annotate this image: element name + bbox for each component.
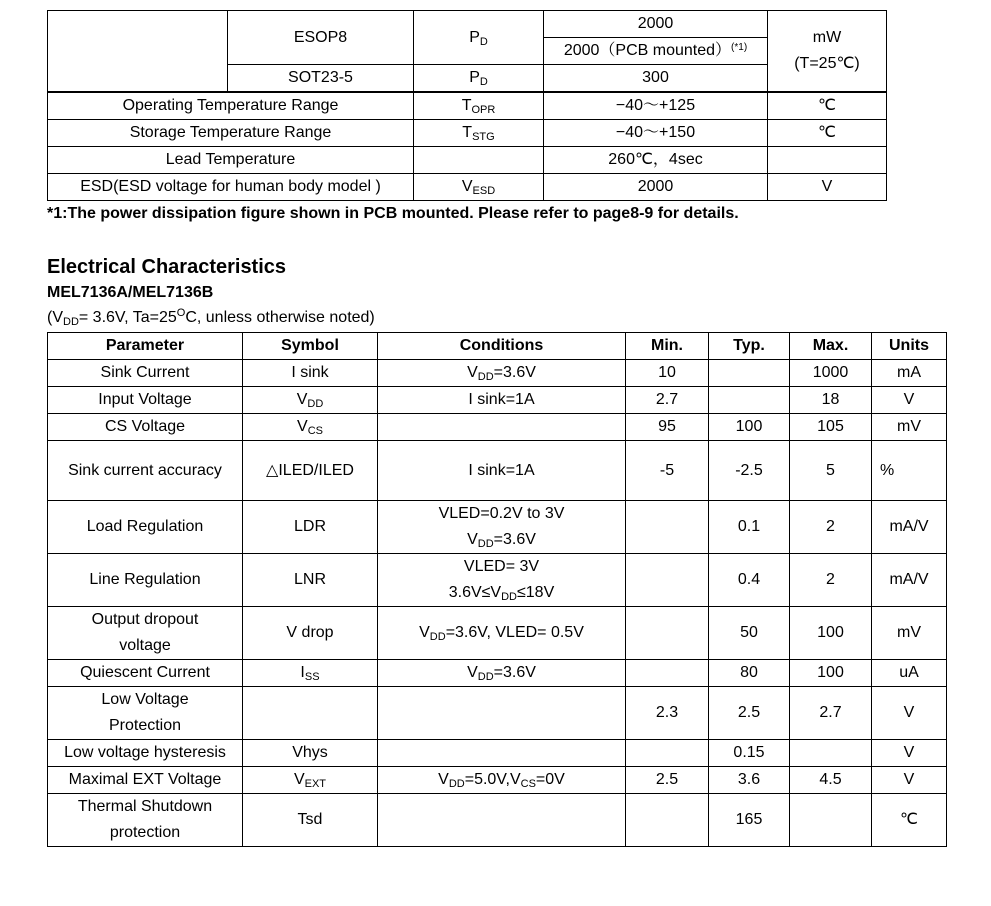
esop8-value: 2000: [544, 11, 768, 38]
units-cell: mA/V: [872, 501, 947, 554]
electrical-characteristics-table: [47, 332, 947, 847]
footnote: *1:The power dissipation figure shown in PCB mounted. Please refer to page8-9 for details.: [47, 205, 739, 222]
sot-value: 300: [544, 65, 768, 93]
units-cell: V: [872, 767, 947, 794]
units-cell: mV: [872, 414, 947, 441]
header-cell: Parameter: [48, 333, 243, 360]
max-cell: [790, 794, 872, 847]
min-cell: [626, 501, 709, 554]
pd-unit-condition: (T=25℃): [794, 55, 860, 72]
header-cell: Typ.: [709, 333, 790, 360]
pd-unit-cell: [768, 11, 887, 93]
abs-param: Operating Temperature Range: [48, 92, 414, 120]
header-row: [48, 333, 947, 360]
abs-symbol: $T_{STG}$: [414, 120, 544, 147]
conditions-cell: [378, 414, 626, 441]
abs-value: −40～+125: [544, 92, 768, 120]
esop8-symbol: $P_D$: [414, 11, 544, 65]
symbol-cell: $V_{CS}$: [243, 414, 378, 441]
min-cell: -5: [626, 441, 709, 501]
typ-cell: 80: [709, 660, 790, 687]
abs-row: [48, 147, 887, 174]
header-cell: Max.: [790, 333, 872, 360]
table-row: [48, 414, 947, 441]
table-row: [48, 687, 947, 740]
max-cell: [790, 740, 872, 767]
esop8-row-1: [48, 11, 887, 38]
absolute-ratings-table: [47, 10, 887, 201]
param-cell: Load Regulation: [48, 501, 243, 554]
abs-unit: ℃: [768, 120, 887, 147]
typ-cell: 0.15: [709, 740, 790, 767]
param-cell: Output dropout voltage: [48, 607, 243, 660]
conditions-cell: I sink=1A: [378, 387, 626, 414]
conditions-cell: VLED= 3V $3.6V\le V_{DD}\le 18V$: [378, 554, 626, 607]
min-cell: 95: [626, 414, 709, 441]
abs-row: [48, 92, 887, 120]
units-cell: mV: [872, 607, 947, 660]
units-cell: mA/V: [872, 554, 947, 607]
units-cell: %: [872, 441, 947, 501]
abs-value: −40～+150: [544, 120, 768, 147]
typ-cell: 0.1: [709, 501, 790, 554]
sot-symbol: $P_D$: [414, 65, 544, 93]
min-cell: [626, 794, 709, 847]
header-cell: Min.: [626, 333, 709, 360]
param-cell: Line Regulation: [48, 554, 243, 607]
table-row: [48, 607, 947, 660]
max-cell: 1000: [790, 360, 872, 387]
param-cell: CS Voltage: [48, 414, 243, 441]
units-cell: V: [872, 687, 947, 740]
test-condition: ($V_{DD}= 3.6V$, $Ta=25^OC$, unless otherwise noted): [47, 307, 375, 328]
conditions-cell: VLED=0.2V to 3V $V_{DD}=3.6V$: [378, 501, 626, 554]
pd-unit: mW: [812, 29, 842, 46]
param-cell: Sink Current: [48, 360, 243, 387]
table-row: [48, 660, 947, 687]
max-cell: 2.7: [790, 687, 872, 740]
max-cell: 100: [790, 607, 872, 660]
symbol-cell: Tsd: [243, 794, 378, 847]
param-cell: Low Voltage Protection: [48, 687, 243, 740]
typ-cell: -2.5: [709, 441, 790, 501]
max-cell: 105: [790, 414, 872, 441]
units-cell: V: [872, 740, 947, 767]
conditions-cell: I sink=1A: [378, 441, 626, 501]
min-cell: [626, 740, 709, 767]
blank-cell: [48, 11, 228, 93]
symbol-cell: I sink: [243, 360, 378, 387]
abs-unit: ℃: [768, 92, 887, 120]
symbol-cell: V drop: [243, 607, 378, 660]
symbol-cell: LDR: [243, 501, 378, 554]
header-cell: Conditions: [378, 333, 626, 360]
typ-cell: [709, 360, 790, 387]
symbol-cell: $V_{EXT}$: [243, 767, 378, 794]
max-cell: 4.5: [790, 767, 872, 794]
abs-value: 2000: [544, 174, 768, 201]
symbol-cell: △ILED/ILED: [243, 441, 378, 501]
conditions-cell: [378, 740, 626, 767]
conditions-cell: [378, 687, 626, 740]
max-cell: 18: [790, 387, 872, 414]
abs-symbol: $V_{ESD}$: [414, 174, 544, 201]
units-cell: V: [872, 387, 947, 414]
min-cell: 2.7: [626, 387, 709, 414]
max-cell: 2: [790, 501, 872, 554]
typ-cell: 165: [709, 794, 790, 847]
symbol-cell: LNR: [243, 554, 378, 607]
abs-row: [48, 174, 887, 201]
conditions-cell: $V_{DD}=3.6V$: [378, 360, 626, 387]
max-cell: 2: [790, 554, 872, 607]
section-title: Electrical Characteristics: [47, 256, 287, 278]
max-cell: 5: [790, 441, 872, 501]
param-cell: Quiescent Current: [48, 660, 243, 687]
table-row: [48, 740, 947, 767]
typ-cell: 50: [709, 607, 790, 660]
table-row: [48, 387, 947, 414]
max-cell: 100: [790, 660, 872, 687]
esop8-label: ESOP8: [228, 11, 414, 65]
esop8-pcb-value: 2000（PCB mounted）$^{(*1)}$: [544, 38, 768, 65]
conditions-cell: $V_{DD}=5.0V,V_{CS}=0V$: [378, 767, 626, 794]
param-cell: Low voltage hysteresis: [48, 740, 243, 767]
symbol-cell: $V_{DD}$: [243, 387, 378, 414]
table-row: [48, 360, 947, 387]
param-cell: Thermal Shutdown protection: [48, 794, 243, 847]
typ-cell: [709, 387, 790, 414]
abs-unit: V: [768, 174, 887, 201]
table-row: [48, 767, 947, 794]
units-cell: mA: [872, 360, 947, 387]
header-cell: Symbol: [243, 333, 378, 360]
min-cell: [626, 607, 709, 660]
header-cell: Units: [872, 333, 947, 360]
abs-param: Lead Temperature: [48, 147, 414, 174]
conditions-cell: [378, 794, 626, 847]
typ-cell: 0.4: [709, 554, 790, 607]
min-cell: 10: [626, 360, 709, 387]
symbol-cell: Vhys: [243, 740, 378, 767]
abs-symbol: $T_{OPR}$: [414, 92, 544, 120]
typ-cell: 2.5: [709, 687, 790, 740]
model-name: MEL7136A/MEL7136B: [47, 284, 214, 301]
min-cell: [626, 660, 709, 687]
table-row: [48, 794, 947, 847]
param-cell: Sink current accuracy: [48, 441, 243, 501]
min-cell: [626, 554, 709, 607]
abs-symbol: [414, 147, 544, 174]
param-cell: Maximal EXT Voltage: [48, 767, 243, 794]
abs-row: [48, 120, 887, 147]
min-cell: 2.3: [626, 687, 709, 740]
abs-value: 260℃，4sec: [544, 147, 768, 174]
min-cell: 2.5: [626, 767, 709, 794]
typ-cell: 100: [709, 414, 790, 441]
abs-param: Storage Temperature Range: [48, 120, 414, 147]
symbol-cell: $I_{SS}$: [243, 660, 378, 687]
units-cell: uA: [872, 660, 947, 687]
units-cell: ℃: [872, 794, 947, 847]
table-row: [48, 441, 947, 501]
table-row: [48, 501, 947, 554]
conditions-cell: $V_{DD}=3.6V$: [378, 660, 626, 687]
sot-label: SOT23-5: [228, 65, 414, 93]
table-row: [48, 554, 947, 607]
table-body: [48, 360, 947, 847]
conditions-cell: $V_{DD}=3.6V$, VLED= 0.5V: [378, 607, 626, 660]
typ-cell: 3.6: [709, 767, 790, 794]
symbol-cell: [243, 687, 378, 740]
abs-unit: [768, 147, 887, 174]
param-cell: Input Voltage: [48, 387, 243, 414]
abs-param: ESD(ESD voltage for human body model ): [48, 174, 414, 201]
